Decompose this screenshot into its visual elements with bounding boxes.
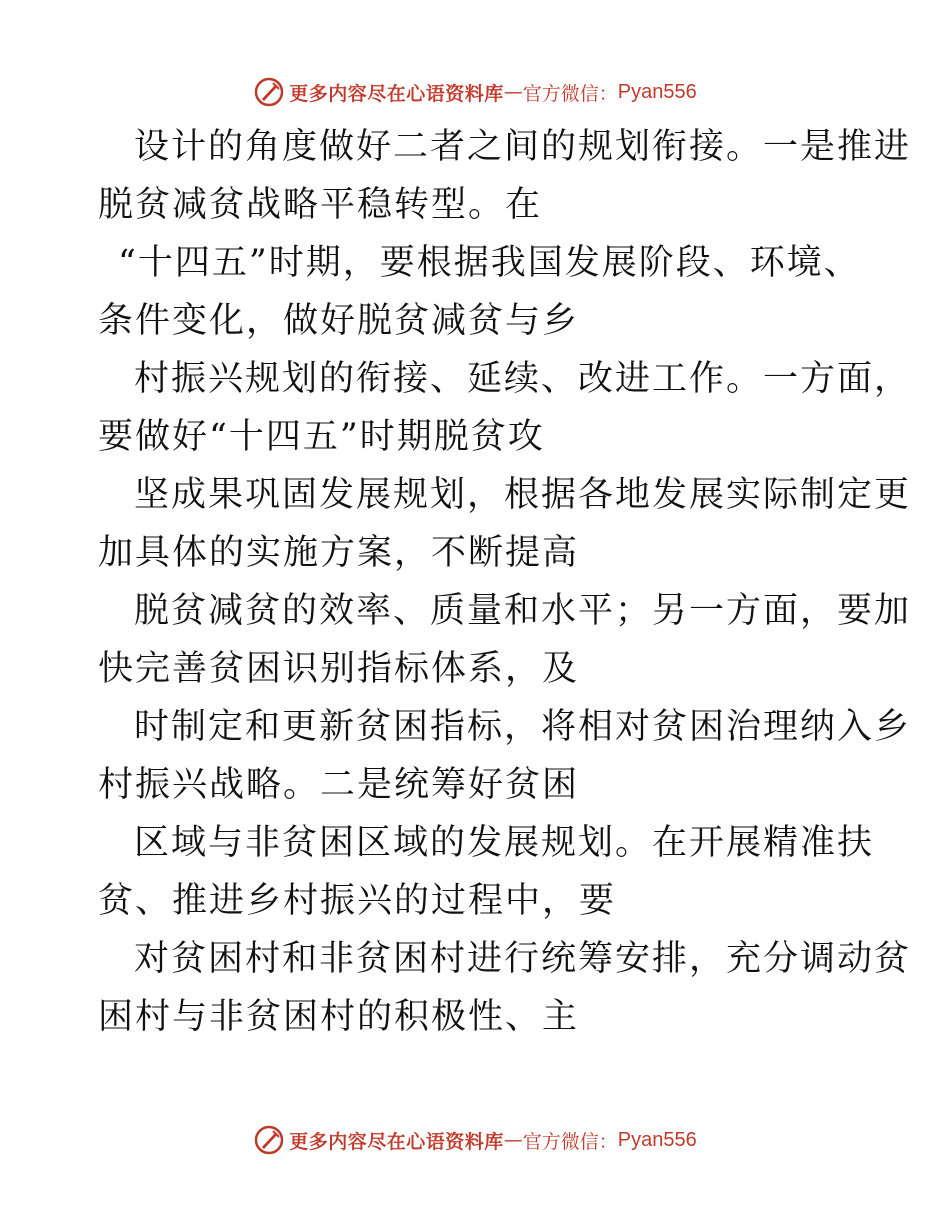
body-line: 坚成果巩固发展规划，根据各地发展实际制定更 — [134, 475, 912, 515]
watermark-separator: — — [503, 1129, 523, 1151]
body-line: 快完善贫困识别指标体系，及 — [98, 649, 580, 689]
footer-watermark — [0, 1120, 950, 1160]
watermark-wechat-label: 官方微信： — [522, 82, 618, 105]
header-watermark — [0, 72, 950, 112]
body-line: 贫、推进乡村振兴的过程中，要 — [98, 881, 617, 921]
body-line: “十四五”时期，要根据我国发展阶段、环境、 — [118, 243, 861, 283]
body-line: 脱贫减贫的效率、质量和水平；另一方面，要加 — [134, 591, 912, 631]
body-line: 加具体的实施方案，不断提高 — [98, 533, 580, 573]
watermark-separator: — — [503, 81, 523, 103]
body-line: 村振兴战略。二是统筹好贫困 — [98, 765, 580, 805]
watermark-site-text: 更多内容尽在心语资料库 — [289, 1130, 504, 1153]
body-line: 对贫困村和非贫困村进行统筹安排，充分调动贫 — [134, 939, 912, 979]
body-line: 要做好“十四五”时期脱贫攻 — [98, 417, 545, 457]
watermark-site-text: 更多内容尽在心语资料库 — [289, 82, 504, 105]
body-line: 条件变化，做好脱贫减贫与乡 — [98, 301, 580, 341]
quill-pen-icon — [253, 76, 285, 108]
body-line: 脱贫减贫战略平稳转型。在 — [98, 185, 543, 225]
body-line: 时制定和更新贫困指标，将相对贫困治理纳入乡 — [134, 707, 912, 747]
quill-pen-icon — [253, 1124, 285, 1156]
watermark-wechat-id: Pyan556 — [617, 1128, 697, 1151]
body-line: 困村与非贫困村的积极性、主 — [98, 997, 580, 1037]
body-line: 设计的角度做好二者之间的规划衔接。一是推进 — [134, 127, 912, 167]
body-line: 区域与非贫困区域的发展规划。在开展精准扶 — [134, 823, 875, 863]
body-line: 村振兴规划的衔接、延续、改进工作。一方面， — [134, 359, 912, 399]
watermark-wechat-label: 官方微信： — [522, 1130, 618, 1153]
watermark-wechat-id: Pyan556 — [617, 80, 697, 103]
